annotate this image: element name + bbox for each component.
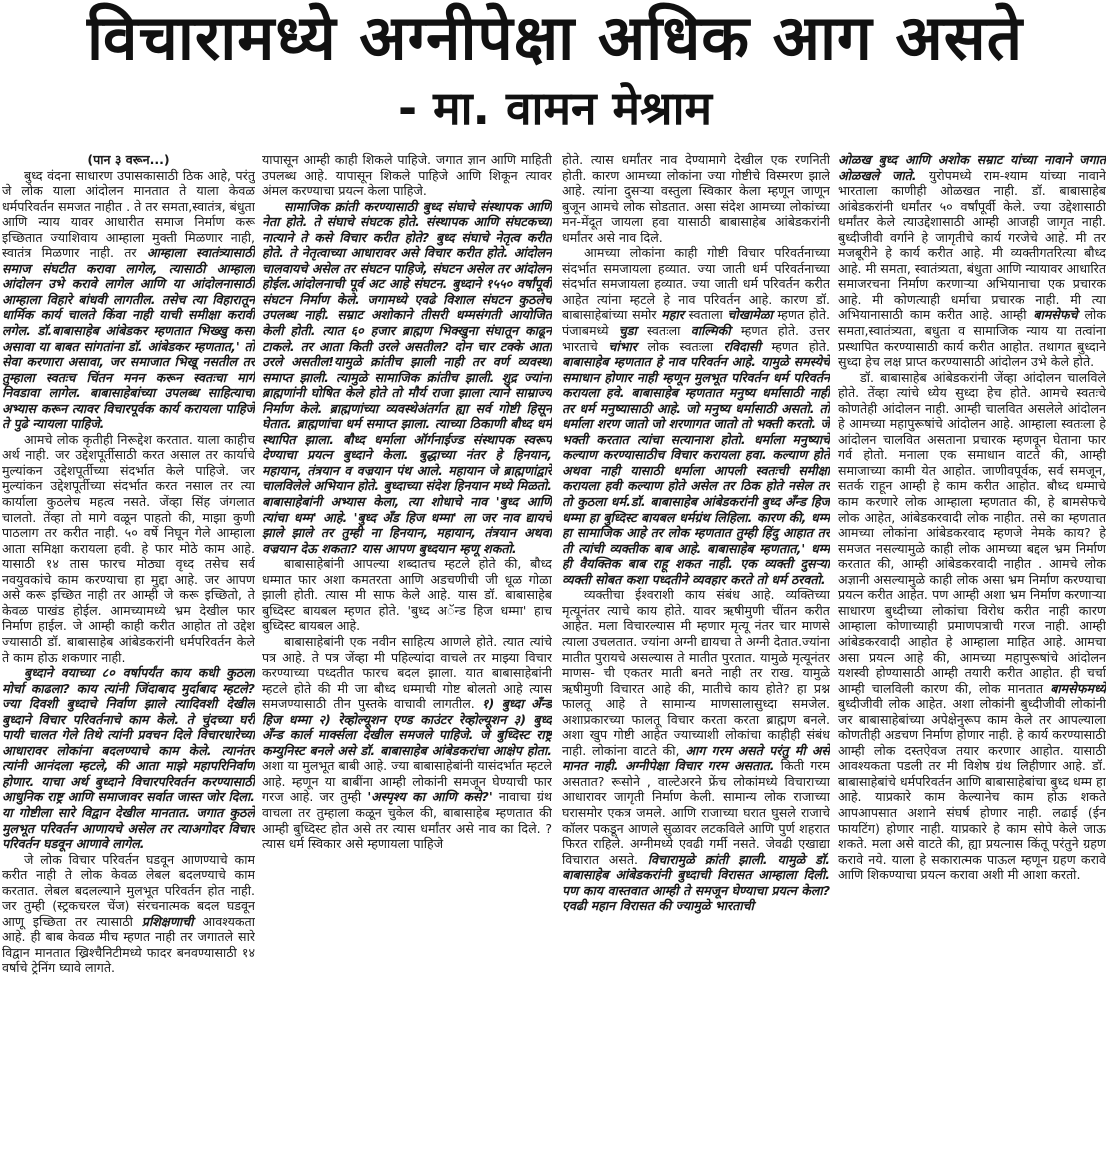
- body-text: आमच्या लोकांना काही गोष्टी विचार परिवर्तनाच्या संदर्भात समजायला हव्यात. ज्या जाती धर्म परिवर्तनाच्या संदर्भात समजायला हव्यात. ज्या जाती धर्म परिवर्तन करीत आहेत त्यांना म्हटले हे नाव परिवर्तन आहे. कारण डॉ. बाबासाहेबांच्या समोर: [562, 245, 830, 323]
- body-text: बाबासाहेबांनी एक नवीन साहित्य आणले होते. त्यात त्यांचे पत्र आहे. ते पत्र जेंव्हा मी पहिल्यांदा वाचले तर माझ्या विचार करण्याच्या पध्दतीत फारच बदल झाला. यात बाबासाहेबांनी म्हटले होते की मी जा बौध्द धम्माची गोष्ट बोलतो आहे त्यास समजण्यासाठी तीन पुस्तके वाचावी लागतील.: [262, 633, 552, 712]
- body-text: स्वतःला: [636, 323, 691, 339]
- body-text: यापासून आम्ही काही शिकले पाहिजे. जगात ज्ञान आणि माहिती उपलब्ध आहे. यापासून शिकले पाहिजे आणि शिकून त्यावर अंमल करण्याचा प्रयत्न केला पाहिजे.: [262, 152, 552, 199]
- headline: विचारामध्ये अग्नीपेक्षा अधिक आग असते: [86, 1, 1024, 74]
- continuation-note: [2, 152, 255, 168]
- body-text: बुध्दीजीवी लोक आहेत. अशा लोकांनी बुध्दीजीवी लोकांनी जर बाबासाहेबांच्या अपेक्षेनुरूप काम केले तर आपल्याला कोणतीही अडचण निर्माण होणार नाही. हे कार्य करण्यासाठी आम्ही लोक दस्तऐवज तयार करणार आहोत. यासाठी आवश्यकता पडली तर मी विशेष ग्रंथ लिहीणार आहे. डॉ. बाबासाहेबांचे धर्मपरिवर्तन आणि बाबासाहेबांचा बुध्द धम्म हा आहे. याप्रकारे काम केल्यानेच काम होऊ शकते आपआपसात अशाने संघर्ष होणार नाही. लढाई (ईन फायटिंग) होणार नाही. याप्रकारे हे काम सोपे केले जाऊ शकते. मला असे वाटते की, ह्या प्रयत्नास किंतू परंतुने ग्रहण करावे नये. याला हे सकारात्मक पाऊल म्हणून ग्रहण करावे आणि शिकण्याचा प्रयत्न करावा अशी मी आशा करतो.: [838, 696, 1106, 883]
- emphasized-text: आम्हाला स्वातंत्र्यासाठी समाज संघटीत करावा लागेल, त्यासाठी आम्हाला आंदोलन उभे करावे लागेल आणि या आंदोलनासाठी आम्हाला विहारे बांधवी लागतील. तसेच त्या विहारातून धार्मिक कार्य चालते किंवा नाही याची समीक्षा करावी लगेल. डॉ.बाबासाहेब आंबेडकर म्हणतात भिख्खु कसा असावा या बाबत सांगतांना डॉ. आंबेडकर म्हणतात,' तो सेवा करणारा असावा, जर समाजात भिखू नसतील तर तुम्हाला स्वतःच चिंतन मनन करून स्वतःचा मार्ग निवडावा लागेल. बाबासाहेबांच्या उपलब्ध साहित्याचा अभ्यास करून त्यावर विचारपूर्वक कार्य करायला पाहिजे ते पुढे न्यायला पाहिजे.: [2, 245, 255, 432]
- body-text: जे लोक विचार परिवर्तन घडवून आणण्याचे काम करीत नाही ते लोक केवळ लेबल बदलण्याचे काम करतात. लेबल बदलल्याने मुलभूत परिवर्तन होत नाही. जर तुम्ही (स्ट्रकचरल चेंज) संरचनात्मक बदल घडवून आणू इच्छिता तर त्यासाठी: [2, 851, 255, 929]
- article-paragraph: [2, 665, 255, 852]
- emphasized-text: रविदासी: [723, 338, 761, 354]
- body-text: म्हणत होते. उत्तर भारताचे: [562, 323, 830, 354]
- article-column-1: [2, 152, 255, 1170]
- article-paragraph: [562, 152, 830, 245]
- article-paragraph: [262, 556, 552, 634]
- emphasized-text: १) बुध्दा अँन्ड हिज धम्मा २) रेव्होल्यूशन एण्ड काउंटर रेव्होल्यूशन ३) बुध्द अँन्ड कार्ल मार्क्सला देखील समजले पाहिजे. जे बुध्दिस्ट राष्ट्र कम्युनिस्ट बनले असे डॉ. बाबासाहेब आंबेडकरांचा आक्षेप होता.: [262, 696, 552, 758]
- emphasized-text: सामाजिक क्रांती करण्यासाठी बुध्द संघाचे संस्थापक आणि नेता होते. ते संघाचे संघटक होते. संस्थापक आणि संघटकच्या नात्याने ते कसे विचार करीत होते? बुध्द संघाचे नेतृत्व करीत होते. ते नेतृत्वाच्या आधारावर असे विचार करीत होते. आंदोलन चालवायचे असेल तर संघटन पाहिजे, संघटन असेल तर आंदोलन होईल.आंदोलनाची पूर्व अट आहे संघटन. बुध्दाने १५५० वर्षांपूर्वी संघटन निर्माण केले. जगामध्ये एवढे विशाल संघटन कुठलेच उपलब्ध नाही. सम्राट अशोकाने तीसरी धम्मसंगती आयोजित केली होती. त्यात ६० हजार ब्राह्मण भिक्खुना संघातून काढून टाकले. तर आता किती उरले असतील? दोन चार टक्के आता उरले असतील!यामुळे क्रांतीच झाली नाही तर वर्ण व्यवस्था समाप्त झाली. त्यामुळे सामाजिक क्रांतीच झाली. शुद्र ज्यांना ब्राह्मणांनी घोषित केले होते तो मौर्य राजा झाला त्याने साम्राज्य निर्माण केले. ब्राह्मणांच्या व्यवस्थेअंतर्गत ह्या सर्व गोष्टी हिसून घेतात. ब्राह्मणांचा धर्म समाप्त झाला. त्याच्या ठिकाणी बौध्द धर्म स्थापित झाला. बौध्द धर्माला ऑर्गनाईज्ड संस्थापक स्वरूप देण्याचा प्रयत्न बुध्दाने केला. बुद्धाच्या नंतर हे हिनयान, महायान, तंत्रयान व वज्रयान पंथ आले. महायान जे ब्राह्मणांद्वारे चालविलेले अभियान होते. बुध्दाच्या संदेश हिनयान मध्ये मिळतो. बाबासाहेबांनी अभ्यास केला, त्या शोधाचे नाव 'बुध्द आणि त्यांचा धम्म' आहे. 'बुध्द अँड हिज धम्मा' ला जर नाव द्यायचे झाले झाले तर तुम्ही ना हिनयान, महायान, तंत्रयान अथवा वज्रयान देऊ शकता? यास आपण बुध्दयान म्हणू शकतो.: [262, 198, 552, 556]
- body-text: म्हणत होते. पंजाबमध्ये: [562, 307, 830, 339]
- article-paragraph: [562, 587, 830, 913]
- body-text: व्यक्तीचा ईश्वराशी काय संबंध आहे. व्यक्तिच्या मृत्यूनंतर त्याचे काय होते. यावर ऋषीमुणी चींतन करीत आहेत. मला विचारल्यास मी म्हणार मृत्यू नंतर चार माणसे त्याला उचलतात. ज्यांना अग्नी द्यायचा ते अग्नी देतात.ज्यांना मातीत पुरायचे असल्यास ते मातीत पुरतात. यामुळे मृत्यूनंतर माणस- ची एकतर माती बनते नाही तर राख. यामुळे ऋषीमुणी विचारत आहे की, मातीचे काय होते? हा प्रश्न फालतू आहे ते सामान्य माणसालासुध्दा समजेल. अशाप्रकारच्या फालतू विचार करता करता ब्राह्मण बनले. अशा खुप गोष्टी आहेत ज्याच्याशी लोकांचा काहीही संबंध नाही. लोकांना वाटते की,: [562, 587, 830, 758]
- emphasized-text: आग गरम असते परंतु मी असे मानत नाही. अग्नीपेक्षा विचार गरम असतात.: [562, 742, 830, 774]
- article-paragraph: [838, 370, 1106, 883]
- emphasized-text: 'अस्पृश्य का आणि कसे?': [367, 789, 493, 805]
- body-text: अशा या मुलभूत बाबी आहे. ज्या बाबासाहेबांनी यासंदर्भात म्हटले आहे. म्हणून या बाबींना आम्ही लोकांनी समजून घेण्याची फार गरज आहे. जर तुम्ही: [262, 758, 552, 805]
- emphasized-text: विचारामुळे क्रांती झाली. यामुळे डॉ. बाबासाहेब आंबेडकरांनी बुध्दाची विरासत आम्हाला दिली. पण काय वास्तवात आम्ही ते समजून घेण्याचा प्रयत्न केला? एवढी महान विरासत की ज्यामुळे भारताची: [562, 851, 830, 914]
- body-text: (पान ३ वरून...): [87, 152, 170, 167]
- body-text: बुध्द वंदना साधारण उपासकासाठी ठिक आहे, परंतु जे लोक याला आंदोलन मानतात ते याला केवळ धर्मपरिवर्तन समजत नाहीत . ते तर समता,स्वातंत्र, बंधुता आणि न्याय यावर आधारीत समाज निर्माण करू इच्छितात ज्याशिवाय आम्हाला मुक्ती मिळणार नाही, स्वातंत्र मिळणार नाही. तर: [2, 167, 255, 261]
- emphasized-text: ओळख बुध्द आणि अशोक सम्राट यांच्या नावाने जगात ओळखले जाते.: [838, 152, 1106, 183]
- emphasized-text: महार: [661, 307, 684, 323]
- article-paragraph: [262, 152, 552, 199]
- emphasized-text: बामसेफमध्ये: [1050, 680, 1106, 696]
- emphasized-text: चोखामेळा: [727, 307, 773, 323]
- article-column-2: [262, 152, 552, 1170]
- emphasized-text: बामसेफचे: [1033, 307, 1078, 323]
- emphasized-text: बाबासाहेब म्हणतात हे नाव परिवर्तन आहे. यामुळे समस्येचे समाधान होणार नाही म्हणून मुलभूत परिवर्तन धर्म परिवर्तन करायला हवे. बाबासाहेब म्हणतात मनुष्य धर्मासाठी नाही तर धर्म मनुष्यासाठी आहे. जो मनुष्य धर्मासाठी असतो. तो धर्माला शरण जातो जो शरणागत जातो तो भक्ती करतो. जे भक्ती करतात त्यांचा सत्यानाश होतो. धर्माला मनुष्याचे कल्याण करण्यासाठीच विचार करायला हवा. कल्याण होते अथवा नाही यासाठी धर्माला आपली स्वतःची समीक्षा करायला हवी कल्याण होते असेल तर ठिक होते नसेल तर तो कुठला धर्म.डॉ. बाबासाहेब आंबेडकरांनी बुध्द अँन्ड हिज धम्मा हा बुध्दिस्ट बायबल धर्मग्रंथ लिहिला. कारण की, धम्म हा सामाजिक आहे तर लोक म्हणतात तुम्ही हिंदु आहात तर ती त्यांची व्यक्तीक बाब आहे. बाबासाहेब म्हणतात,' धम्म ही वैयक्तिक बाब राहू शकत नाही. एक व्यक्ती दुसऱ्या व्यक्ती सोबत कशा पध्दतीने व्यवहार करते तो धर्म ठरवतो.: [562, 354, 830, 587]
- body-text: आमचे लोक कृतीही निरूद्देश करतात. याला काहीच अर्थ नाही. जर उद्देशपूर्तीसाठी करत असाल तर कार्याचे मुल्यांकन उद्देशपूर्तीच्या संदर्भात केले पाहिजे. जर मुल्यांकन उद्देशपूर्तीच्या संदर्भात करत नसाल तर त्या कार्याला कुठलेच महत्व नसते. जेंव्हा सिंह जंगलात चालतो. तेंव्हा तो मागे वळून पाहतो की, माझा कुणी पाठलाग तर करीत नाही. ५० वर्षे निघून गेले आम्हाला आता समिक्षा करायला हवी. हे फार मोठे काम आहे. यासाठी १४ तास फारच मोठ्या वृध्द तसेच सर्व नवयुवकांचे काम करण्याचा हा मुद्दा आहे. जर आपण असे करू इच्छित नाही तर आम्ही जे करू इच्छितो, ते केवळ पाखंड होईल. आमच्यामध्ये भ्रम देखील फार निर्माण हाईल. जे आम्ही काही करीत आहोत तो उद्देश ज्यासाठी डॉ. बाबासाहेब आंबेडकरांनी धर्मपरिवर्तन केले ते काम होऊ शकणार नाही.: [2, 431, 255, 665]
- article-column-3: [562, 152, 830, 1170]
- body-text: युरोपमध्ये राम-श्याम यांच्या नावाने भारताला काणीही ओळखत नाही. डॉ. बाबासाहेब आंबेडकरांनी धर्मांतर ५० वर्षांपूर्वी केले. ज्या उद्देशासाठी धर्मांतर केले त्याउद्देशासाठी आम्ही आजही जागृत नाही. बुध्दीजीवी वर्गाने हे जागृतीचे कार्य गरजेचे आहे. मी तर मजबूरीने हे कार्य करीत आहे. मी व्यक्तीगतरित्या बौध्द आहे. मी समता, स्वातंत्र्यता, बंधुता आणि न्यायावर आधारित समाजरचना निर्माण करणाऱ्या अभियानाचा एक प्रचारक आहे. मी कोणत्याही धर्माचा प्रचारक नाही. मी त्या अभियानासाठी काम करीत आहे. आम्ही: [838, 167, 1106, 323]
- body-text: लोक स्वतःला: [636, 338, 724, 354]
- emphasized-text: बुध्दाने वयाच्या ८० वर्षापर्यंत काय कधी कुठला मोर्चा काढला? काय त्यांनी जिंदाबाद मुर्दाबाद म्हटले? ज्या दिवशी बुध्दाचे निर्वाण झाले त्यादिवशी देखील बुध्दाने विचार परिवर्तनाचे काम केले. ते चुंदच्या घरी पायी चालत गेले तिथे त्यांनी प्रवचन दिले विचारधारेच्या आधारावर लोकांना बदलण्याचे काम केले. त्यानंतर त्यांनी आनंदला म्हटले, की आता माझे महापरिनिर्वाण होणार. याचा अर्थ बुध्दाने विचारपरिवर्तन करण्यासाठी आधुनिक राष्ट्र आणि समाजावर सर्वात जास्त जोर दिला. या गोष्टीला सारे विद्वान देखील मानतात. जगात कुठले मुलभूत परिवर्तन आणायचे असेल तर त्याअगोदर विचार परिवर्तन घडवून आणावे लागेल.: [2, 665, 255, 852]
- emphasized-text: चुडा: [618, 323, 637, 339]
- article-paragraph: [2, 852, 255, 976]
- byline-author: - मा. वामन मेश्राम: [397, 81, 713, 135]
- article-paragraph: [2, 168, 255, 432]
- article-paragraph: [262, 199, 552, 557]
- emphasized-text: प्रशिक्षणाची: [141, 913, 194, 929]
- body-text: बाबासाहेबांनी आपल्या शब्दातच म्हटले होते की, बौध्द धम्मात फार अशा कमतरता आणि अडचणीची जी धूळ गोळा झाली होती. त्यास मी साफ केले आहे. यास डॉ. बाबासाहेब बुध्दिस्ट बायबल म्हणत होते. 'बुध्द अॅन्ड हिज धम्मा' हाच बुध्दिस्ट बायबल आहे.: [262, 556, 552, 634]
- body-text: लोक समता,स्वातंत्र्यता, बधुता व सामाजिक न्याय या तत्वांना प्रस्थापित करण्यासाठी कार्य करीत आहोत. तथागत बुध्दाने सुध्दा हेच लक्ष प्राप्त करण्यासाठी आंदोलन उभे केले होते.: [838, 307, 1106, 370]
- body-text: म्हणत होते.: [760, 338, 830, 354]
- body-text: आवश्यकता आहे. ही बाब केवळ मीच म्हणत नाही तर जगातले सारे विद्वान मानतात ख्रिश्चैनिटीमध्ये फादर बनवण्यासाठी १४ वर्षाचे ट्रेनिंग घ्यावे लागते.: [2, 913, 255, 976]
- article-paragraph: [562, 245, 830, 587]
- body-text: किती गरम असतात? रूसोने , वाल्टेअरने फ्रेंच लोकांमध्ये विचाराच्या आधारावर जागृती निर्माण केली. सामान्य लोक राजाच्या घरासमोर एकत्र जमले. आणि राजाच्या घरात घुसले राजाचे कॉलर पकडून आणले सुळावर लटकविले आणि पुर्ण शहरात फिरत राहिले. अग्नीमध्ये एवढी गर्मी नसते. जेवढी एखाद्या विचारात असते.: [562, 758, 830, 867]
- article-paragraph: [262, 634, 552, 852]
- body-text: स्वताला: [683, 307, 728, 323]
- emphasized-text: चांभार: [608, 338, 637, 354]
- body-text: नावाचा ग्रंथ वाचला तर तुम्हाला कळून चुकेल की, बाबासाहेब म्हणतात की आम्ही बुध्दिस्ट होत असे तर त्यास धर्मांतर असे नाव का दिले. ? त्यास धर्म स्विकार असे म्हणायला पाहिजे: [262, 789, 552, 852]
- article-column-4: [838, 152, 1106, 1170]
- emphasized-text: वाल्मिकी: [690, 323, 731, 339]
- body-text: होते. त्यास धर्मांतर नाव देण्यामागे देखील एक रणनिती होती. कारण आमच्या लोकांना ज्या गोष्टीचे विस्मरण झाले आहे. त्यांना दुसऱ्या वस्तुला स्विकार केला म्हणून जाणून बुजून आमचे लोक सोडतात. असा संदेश आमच्या लोकांच्या मन-मेंदूत जायला हवा यासाठी बाबासाहेब आंबेडकरांनी धर्मांतर असे नाव दिले.: [562, 152, 830, 245]
- article-paragraph: [2, 432, 255, 665]
- article-paragraph: [838, 152, 1106, 370]
- body-text: डॉ. बाबासाहेब आंबेडकरांनी जेंव्हा आंदोलन चालविले होते. तेंव्हा त्यांचे ध्येय सुध्दा हेच होते. आमचे स्वतःचे कोणतेही आंदोलन नाही. आम्ही चालवित असलेले आंदोलन हे आमच्या महापुरूषांचे आंदोलन आहे. आम्हाला स्वतःला हे आंदोलन चालवित असताना प्रचारक म्हणवून घेताना फार गर्व होतो. मनाला एक समाधान वाटते की, आम्ही समाजाच्या कामी येत आहोत. जाणीवपूर्वक, सर्व समजून, सतर्क राहून आम्ही हे काम करीत आहोत. बौध्द धम्माचे काम करणारे लोक आम्हाला म्हणतात की, हे बामसेफचे लोक आहेत, आंबेडकरवादी लोक नाहीत. तसे का म्हणतात आमच्या लोकांना आंबेडकरवाद म्हणजे नेमके काय? हे समजत नसल्यामुळे काही लोक आमच्या बद्दल भ्रम निर्माण करतात की, आम्ही आंबेडकरवादी नाहीत . आमचे लोक अज्ञानी असल्यामुळे काही लोक असा भ्रम निर्माण करण्याचा प्रयत्न करीत आहेत. पण आम्ही अशा भ्रम निर्माण करणाऱ्या साधारण बुध्दीच्या लोकांचा विरोध करीत नाही कारण आम्हाला कोणाच्याही प्रमाणपत्राची गरज नाही. आम्ही आंबेडकरवादी आहोत हे आम्हाला माहित आहे. आमचा असा प्रयत्न आहे की, आमच्या महापुरूषांचे आंदोलन यशस्वी होण्यासाठी आम्ही तयारी करीत आहोत. ही चर्चा आम्ही चालविली कारण की, लोक मानतात: [838, 369, 1106, 696]
